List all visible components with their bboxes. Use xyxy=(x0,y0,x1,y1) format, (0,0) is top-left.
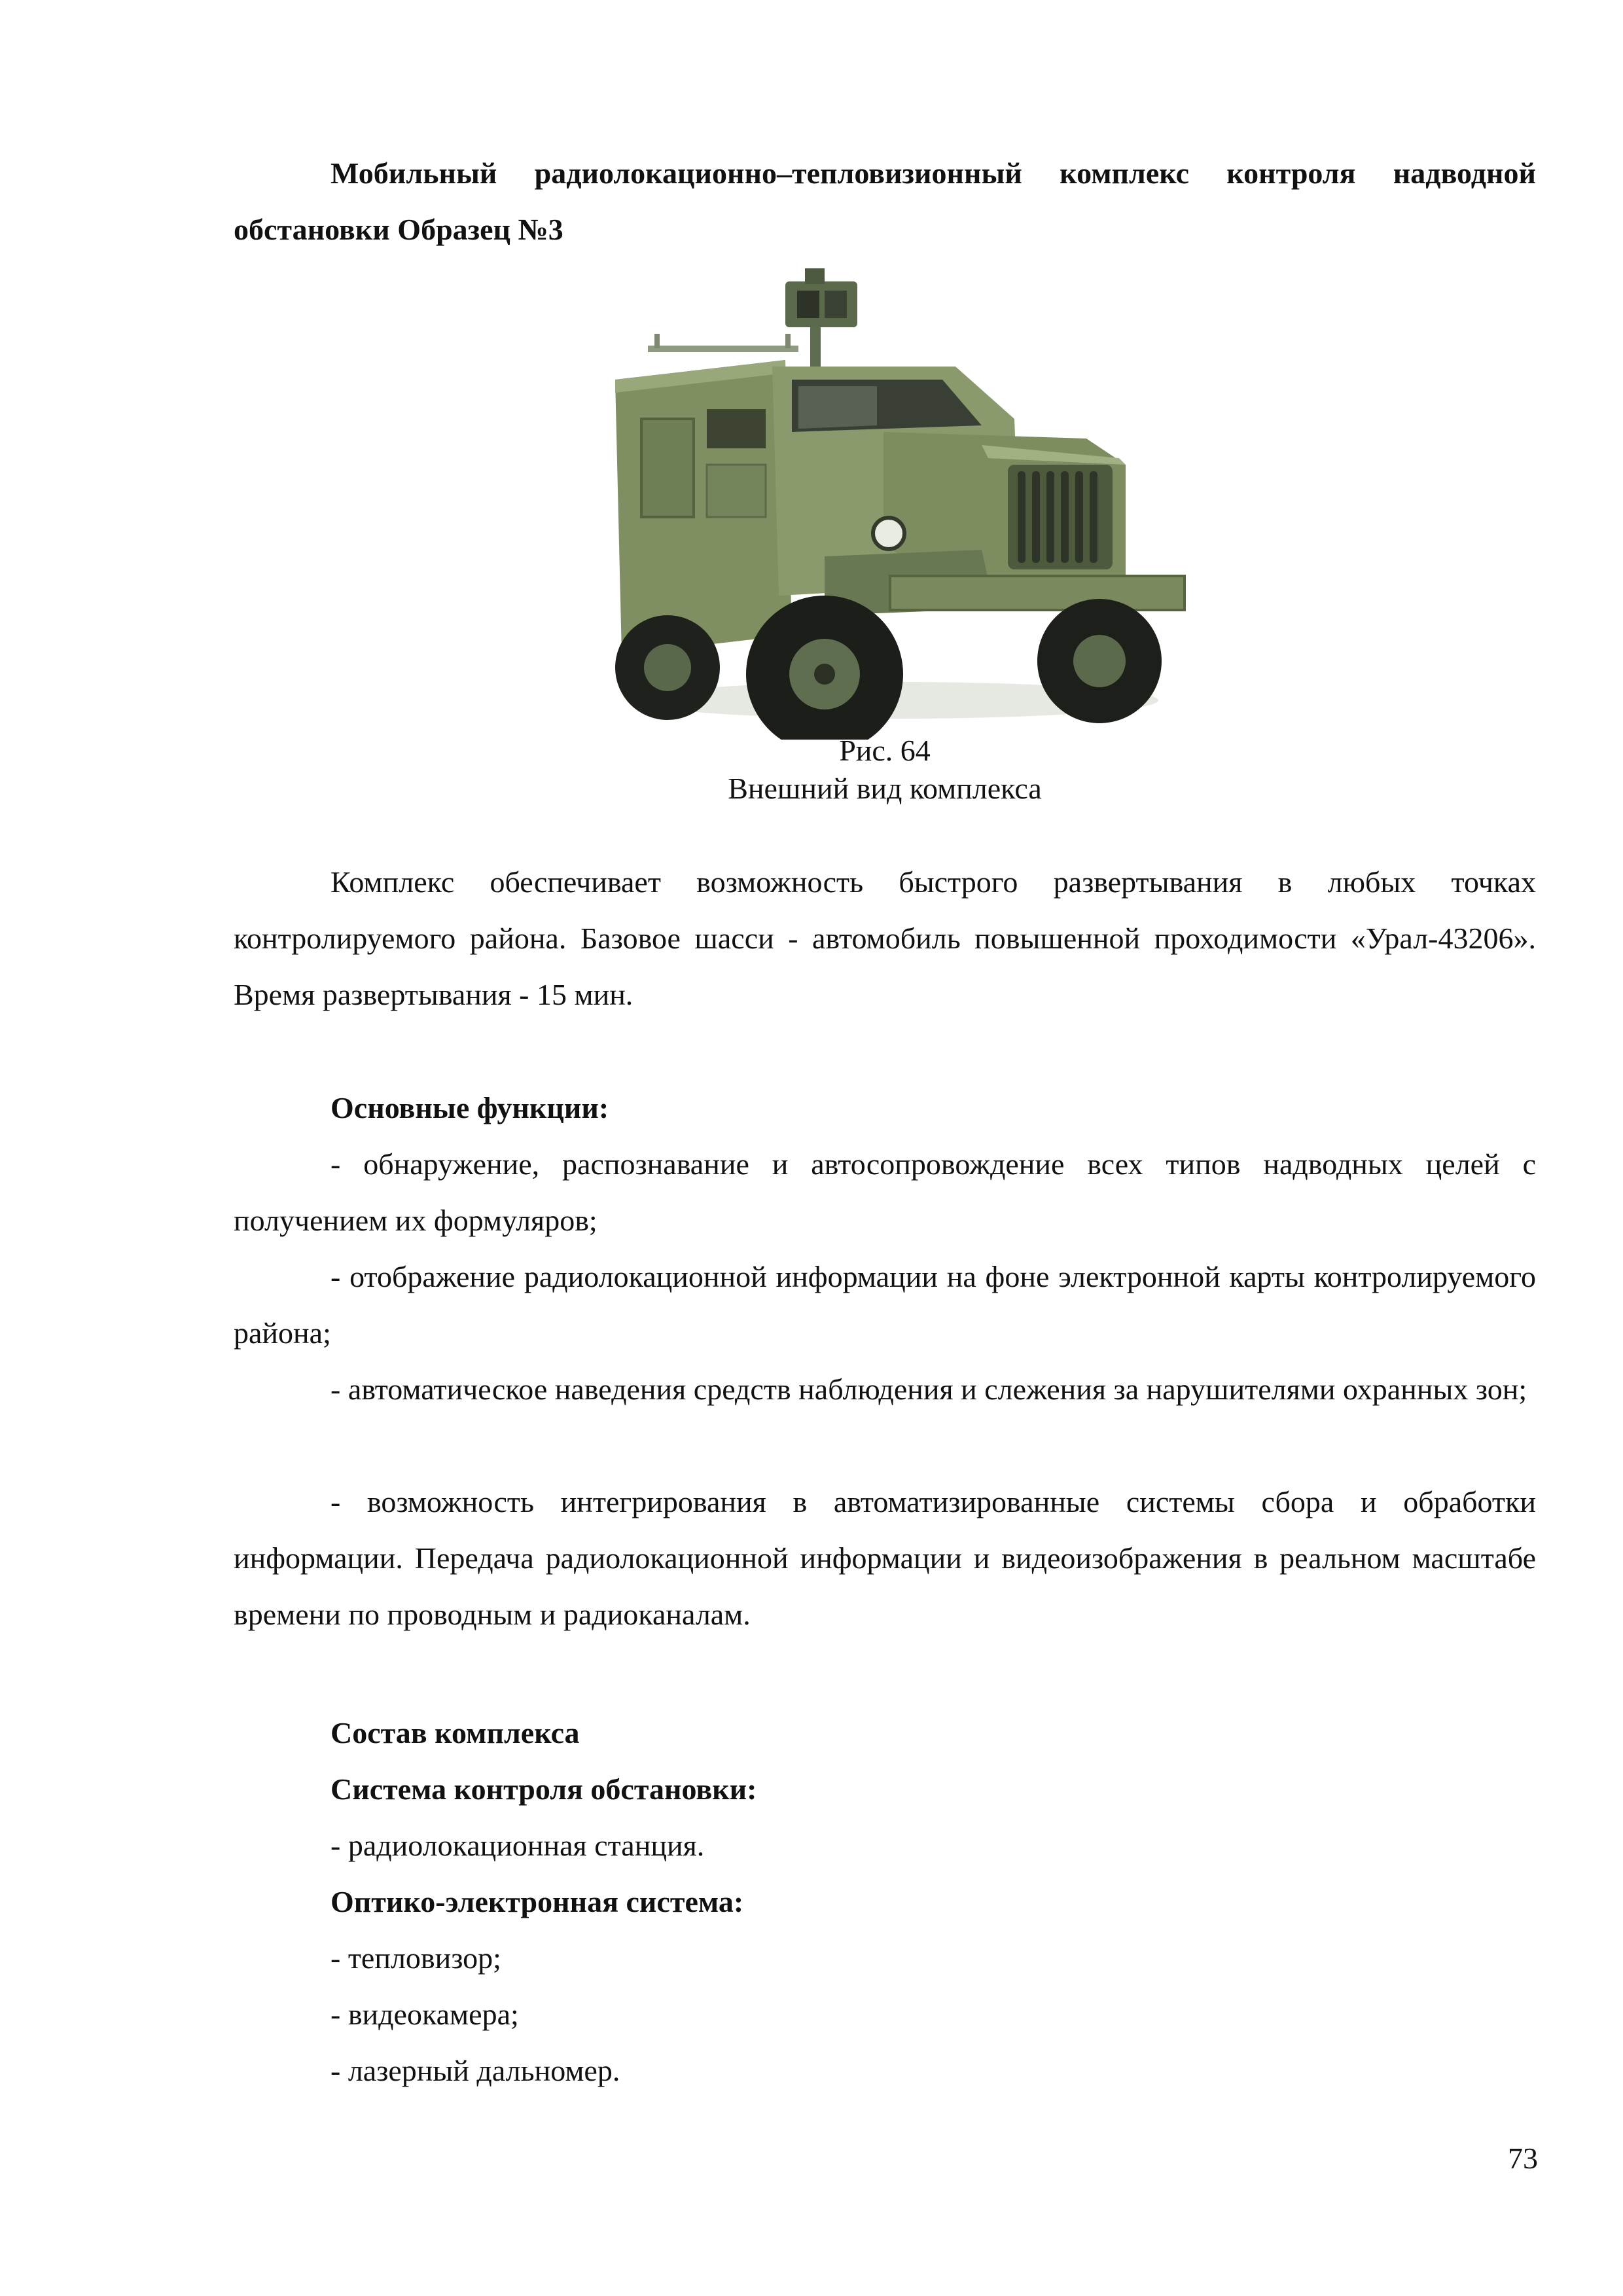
function-item: - возможность интегрирования в автоматизированные системы сбора и обработки информации. Передача радиолокационной информации и видеоизображения в реальном масштабе времени по проводным и радиоканалам. xyxy=(234,1485,1536,1631)
function-item: - автоматическое наведения средств наблюдения и слежения за нарушителями охранных зон; xyxy=(330,1372,1527,1406)
document-title: Мобильный радиолокационно–тепловизионный комплекс контроля надводной обстановки Образец №3 xyxy=(234,156,1536,246)
optic-item: - видеокамера; xyxy=(330,1998,519,2031)
composition-heading: Состав комплекса xyxy=(330,1716,580,1749)
figure-caption: Внешний вид комплекса xyxy=(728,772,1042,805)
optic-item: - лазерный дальномер. xyxy=(330,2054,620,2087)
truck-image xyxy=(589,268,1191,740)
functions-heading: Основные функции: xyxy=(330,1091,609,1124)
system-heading: Система контроля обстановки: xyxy=(330,1772,757,1806)
optic-item: - тепловизор; xyxy=(330,1941,501,1975)
system-item: - радиолокационная станция. xyxy=(330,1829,705,1862)
optic-heading: Оптико-электронная система: xyxy=(330,1885,744,1918)
figure-label: Рис. 64 xyxy=(839,734,931,767)
page-number: 73 xyxy=(1508,2142,1538,2175)
function-item: - обнаружение, распознавание и автосопровождение всех типов надводных целей с получением их формуляров; xyxy=(234,1147,1536,1237)
intro-paragraph: Комплекс обеспечивает возможность быстрого развертывания в любых точках контролируемого района. Базовое шасси - автомобиль повышенной проходимости «Урал-43206». Время развертывания - 15 мин. xyxy=(234,865,1536,1011)
function-item: - отображение радиолокационной информации на фоне электронной карты контролируемого района; xyxy=(234,1260,1536,1350)
